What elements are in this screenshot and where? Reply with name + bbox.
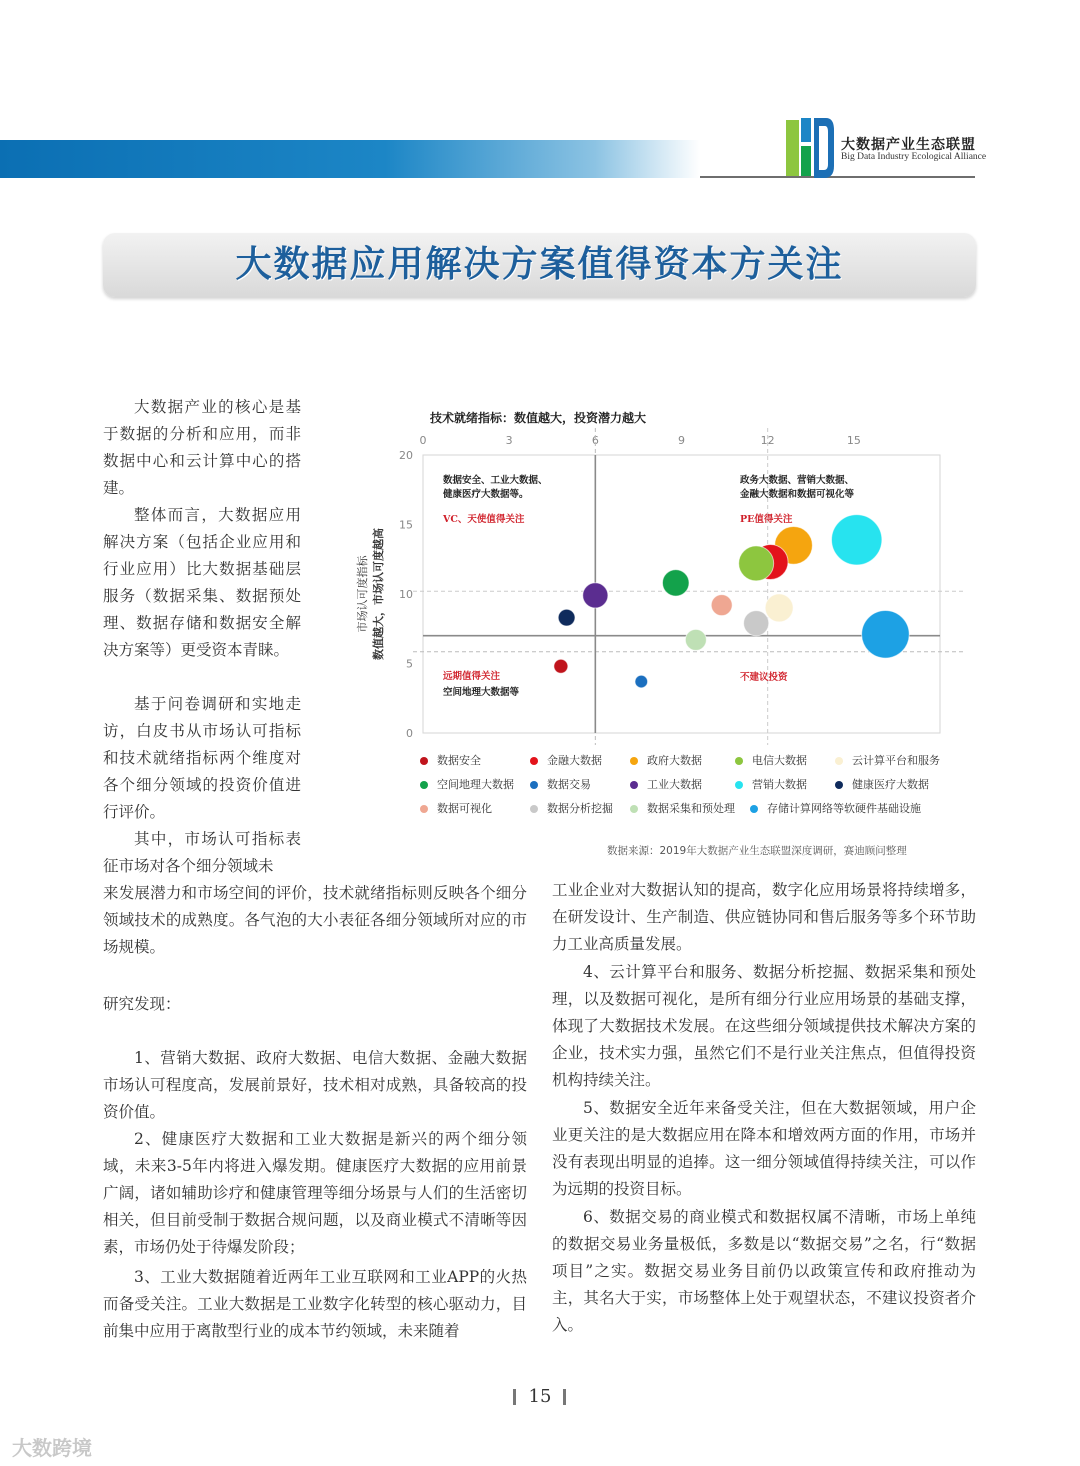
- brand-name-cn: 大数据产业生态联盟: [841, 137, 976, 153]
- finding-2: 2、健康医疗大数据和工业大数据是新兴的两个细分领域，未来3-5年内将进入爆发期。健康医疗大数据的应用前景广阔，诸如辅助诊疗和健康管理等细分场景与人们的生活密切相关，但目前受制于数据合规问题，以及商业模式不清晰等因素，市场仍处于待爆发阶段；: [103, 1130, 527, 1256]
- y-tick-label: 20: [399, 449, 413, 462]
- legend-item: [530, 752, 602, 768]
- x-tick-label: 6: [591, 434, 599, 447]
- legend-item: [735, 752, 807, 768]
- y-tick-label: 10: [399, 588, 413, 601]
- bubble-健康医疗大数据: [558, 609, 575, 626]
- legend-swatch: [630, 757, 638, 765]
- bubble-存储计算网络等软硬件基础设施: [862, 611, 910, 659]
- quadrant-bottom-left-tag: 远期值得关注: [443, 671, 501, 682]
- chart-legend: [420, 752, 980, 830]
- y-tick-label: 5: [406, 657, 413, 671]
- legend-label: 云计算平台和服务: [852, 754, 940, 767]
- paragraph-intro: 大数据产业的核心是基于数据的分析和应用，而非数据中心和云计算中心的搭建。: [103, 398, 301, 497]
- x-tick-label: 12: [760, 434, 775, 447]
- y-tick-label: 0: [406, 727, 413, 740]
- finding-3: 3、工业大数据随着近两年工业互联网和工业APP的火热而备受关注。工业大数据是工业数字化转型的核心驱动力，目前集中应用于离散型行业的成本节约领域，未来随着: [103, 1268, 527, 1340]
- x-tick-label: 3: [505, 434, 513, 447]
- legend-swatch: [750, 805, 758, 813]
- x-tick-label: 15: [846, 434, 861, 447]
- legend-item: [630, 752, 702, 768]
- bubble-云计算平台和服务: [765, 594, 793, 622]
- quadrant-bottom-right-tag: 不建议投资: [740, 672, 788, 683]
- quadrant-top-right-tag: PE值得关注: [740, 514, 793, 525]
- header-rule: [700, 176, 975, 178]
- page-title: 大数据应用解决方案值得资本方关注: [235, 244, 844, 285]
- legend-swatch: [835, 781, 843, 789]
- finding-5: 5、数据安全近年来备受关注，但在大数据领域，用户企业更关注的是大数据应用在降本和增效两方面的作用，市场并没有表现出明显的追捧。这一细分领域值得持续关注，可以作为远期的投资目标。: [552, 1099, 976, 1198]
- quadrant-top-left-desc: 数据安全、工业大数据、: [443, 475, 548, 486]
- bubble-工业大数据: [583, 583, 608, 608]
- quadrant-top-right-desc: 金融大数据和数据可视化等: [740, 489, 855, 500]
- legend-item: [835, 752, 940, 768]
- legend-label: 政府大数据: [647, 754, 702, 767]
- header-band: [0, 140, 700, 178]
- legend-item: [630, 800, 735, 816]
- bubble-数据分析挖掘: [744, 611, 769, 636]
- findings-heading: 研究发现：: [103, 995, 181, 1013]
- legend-label: 存储计算网络等软硬件基础设施: [767, 802, 921, 815]
- page-number-bar-right: [563, 1389, 566, 1405]
- x-tick-label: 9: [678, 434, 685, 447]
- title-banner: [103, 233, 976, 297]
- legend-label: 工业大数据: [647, 778, 702, 791]
- legend-swatch: [420, 757, 428, 765]
- finding-1: 1、营销大数据、政府大数据、电信大数据、金融大数据市场认可程度高，发展前景好，技术相对成熟，具备较高的投资价值。: [103, 1049, 527, 1121]
- legend-item: [420, 776, 514, 792]
- legend-swatch: [735, 757, 743, 765]
- legend-item: [735, 776, 807, 792]
- legend-label: 电信大数据: [752, 754, 807, 767]
- data-source-note: 数据来源：2019年大数据产业生态联盟深度调研，赛迪顾问整理: [607, 845, 907, 857]
- finding-4: 4、云计算平台和服务、数据分析挖掘、数据采集和预处理，以及数据可视化，是所有细分行业应用场景的基础支撑，体现了大数据技术发展。在这些细分领域提供技术解决方案的企业，技术实力强，虽然它们不是行业关注焦点，但值得投资机构持续关注。: [552, 963, 976, 1089]
- bubble-营销大数据: [832, 515, 882, 565]
- legend-swatch: [530, 757, 538, 765]
- finding-6: 6、数据交易的商业模式和数据权属不清晰，市场上单纯的数据交易业务量极低，多数是以“数据交易”之名，行“数据项目”之实。数据交易业务目前仍以政策宣传和政府推动为主，其名大于实，市场整体上处于观望状态，不建议投资者介入。: [552, 1208, 976, 1334]
- y-axis-label-line1: 市场认可度指标: [356, 555, 369, 633]
- legend-item: [530, 800, 613, 816]
- bubble-空间地理大数据: [662, 570, 689, 597]
- quadrant-top-left-tag: VC、天使值得关注: [443, 514, 525, 525]
- x-tick-label: 0: [419, 434, 427, 447]
- legend-item: [835, 776, 929, 792]
- bubble-数据采集和预处理: [685, 629, 706, 650]
- legend-swatch: [630, 781, 638, 789]
- paragraph-indicator-continued: 来发展潜力和市场空间的评价，技术就绪指标则反映各个细分领域技术的成熟度。各气泡的大小表征各细分领域所对应的市场规模。: [103, 884, 527, 956]
- bubble-chart-svg: [350, 400, 980, 750]
- bubble-电信大数据: [739, 546, 774, 581]
- bubble-数据可视化: [711, 595, 732, 616]
- quadrant-top-left-desc: 健康医疗大数据等。: [443, 489, 529, 500]
- legend-item: [530, 776, 591, 792]
- legend-swatch: [530, 805, 538, 813]
- legend-label: 数据分析挖掘: [547, 802, 613, 815]
- paragraph-method: 基于问卷调研和实地走访，白皮书从市场认可指标和技术就绪指标两个维度对各个细分领域的投资价值进行评价。: [103, 695, 301, 821]
- legend-label: 数据交易: [547, 778, 591, 791]
- chart-title: 技术就绪指标：数值越大，投资潜力越大: [430, 411, 647, 425]
- legend-swatch: [735, 781, 743, 789]
- legend-label: 金融大数据: [547, 754, 602, 767]
- legend-label: 数据采集和预处理: [647, 802, 735, 815]
- legend-label: 数据安全: [437, 754, 481, 767]
- legend-item: [420, 800, 492, 816]
- bubble-数据安全: [554, 659, 568, 673]
- legend-swatch: [420, 805, 428, 813]
- brand-name-en: Big Data Industry Ecological Alliance: [841, 152, 987, 162]
- alliance-logo-icon: [786, 118, 834, 178]
- legend-swatch: [530, 781, 538, 789]
- legend-item: [630, 776, 702, 792]
- legend-swatch: [420, 781, 428, 789]
- paragraph-overall: 整体而言，大数据应用解决方案（包括企业应用和行业应用）比大数据基础层服务（数据采集、数据预处理、数据存储和数据安全解决方案等）更受资本青睐。: [103, 506, 301, 659]
- finding-3-continued: 工业企业对大数据认知的提高，数字化应用场景将持续增多，在研发设计、生产制造、供应链协同和售后服务等多个环节助力工业高质量发展。: [552, 881, 976, 953]
- legend-label: 营销大数据: [752, 778, 807, 791]
- y-tick-label: 15: [399, 518, 413, 532]
- quadrant-top-right-desc: 政务大数据、营销大数据、: [740, 475, 855, 486]
- legend-swatch: [835, 757, 843, 765]
- page-number: 15: [528, 1386, 552, 1407]
- y-axis-label-line2: 数值越大，市场认可度越高: [372, 528, 385, 660]
- legend-swatch: [630, 805, 638, 813]
- quadrant-bottom-left-desc: 空间地理大数据等: [443, 687, 520, 698]
- watermark-text: 大数跨境: [12, 1436, 92, 1460]
- legend-label: 空间地理大数据: [437, 778, 514, 791]
- legend-label: 健康医疗大数据: [852, 778, 929, 791]
- legend-label: 数据可视化: [437, 802, 492, 815]
- legend-item: [420, 752, 481, 768]
- legend-item: [750, 800, 921, 816]
- paragraph-indicator: 其中，市场认可指标表征市场对各个细分领域未: [103, 830, 301, 875]
- bubble-数据交易: [635, 675, 648, 688]
